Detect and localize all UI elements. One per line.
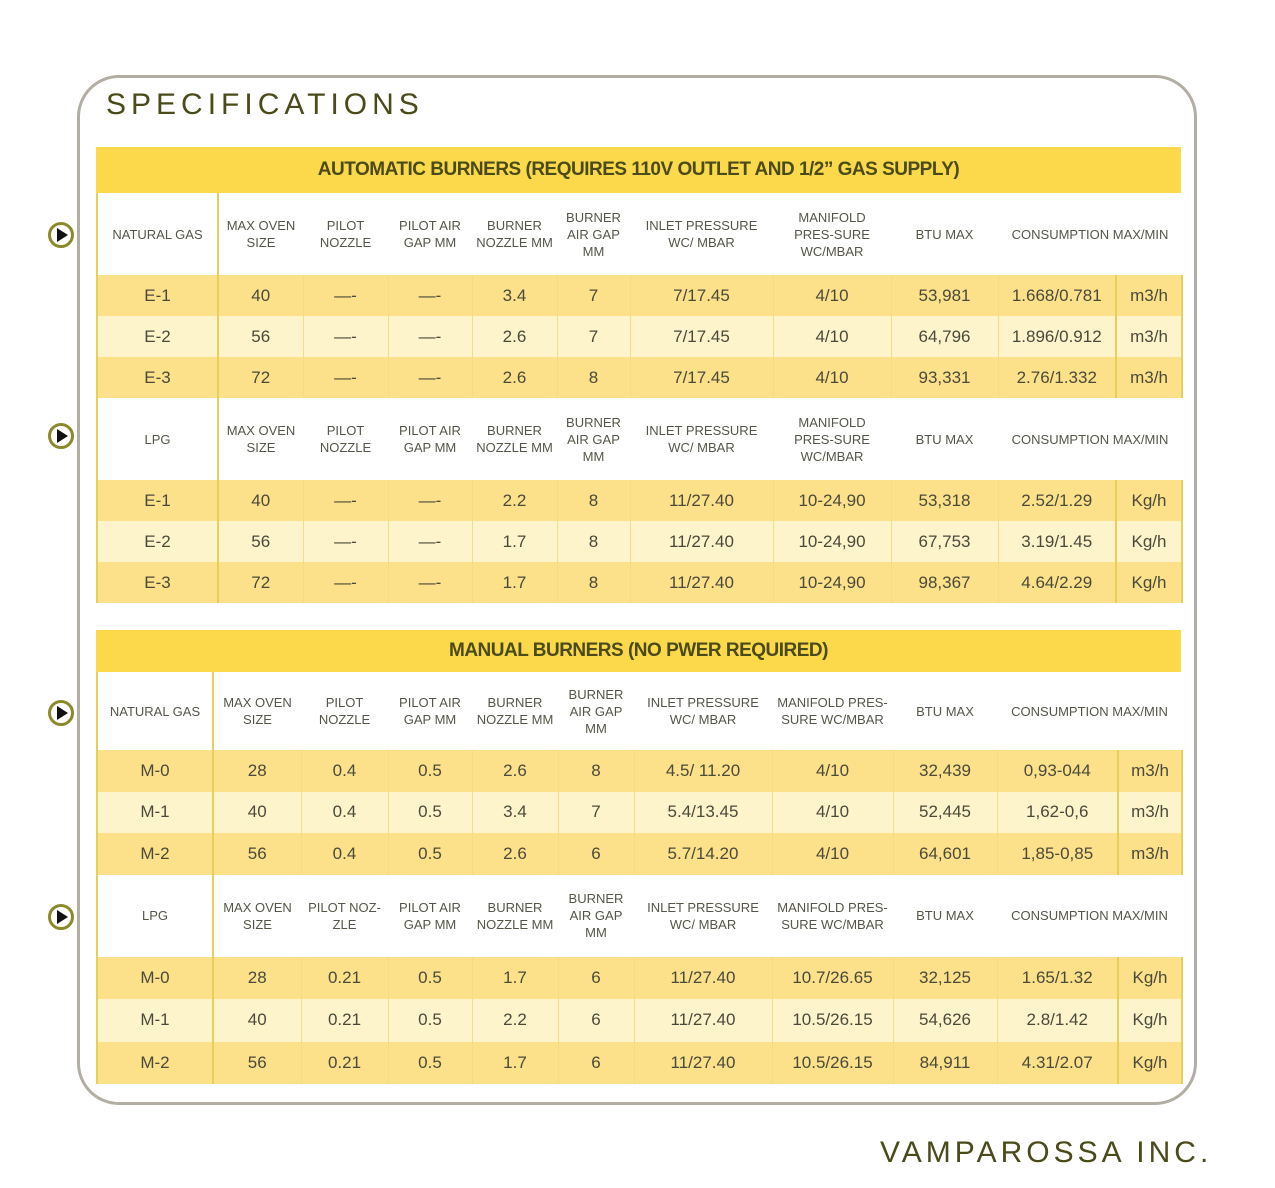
- table-cell: 2.2: [472, 999, 558, 1042]
- table-cell: 54,626: [893, 999, 997, 1042]
- model-cell: M-2: [97, 833, 213, 875]
- table-cell: 7/17.45: [630, 275, 773, 316]
- table-cell: 0.21: [301, 1042, 388, 1085]
- column-header: MAX OVEN SIZE: [213, 672, 301, 750]
- table-cell: 40: [218, 275, 303, 316]
- table-cell: 6: [558, 999, 634, 1042]
- header-row: [97, 672, 1182, 750]
- column-header: BURNER AIR GAP MM: [557, 193, 630, 275]
- table-cell: 7/17.45: [630, 357, 773, 398]
- column-header: BURNER NOZZLE MM: [472, 672, 558, 750]
- table-cell: 10-24,90: [773, 562, 891, 603]
- table-cell: 0.21: [301, 957, 388, 1000]
- column-header: INLET PRESSURE WC/ MBAR: [630, 398, 773, 480]
- table-cell: 11/27.40: [630, 562, 773, 603]
- play-icon[interactable]: [48, 904, 74, 930]
- column-header: INLET PRESSURE WC/ MBAR: [634, 875, 772, 957]
- table-cell: 1.7: [472, 521, 557, 562]
- table-row: [97, 833, 1182, 875]
- unit-cell: Kg/h: [1118, 1042, 1182, 1085]
- table-cell: 2.6: [472, 833, 558, 875]
- table-cell: 2.8/1.42: [997, 999, 1118, 1042]
- table-cell: 0.4: [301, 750, 388, 792]
- table-row: [97, 999, 1182, 1042]
- column-header: PILOT NOZZLE: [303, 398, 388, 480]
- table-cell: 53,318: [891, 480, 998, 521]
- table-cell: 11/27.40: [630, 480, 773, 521]
- table-cell: 2.2: [472, 480, 557, 521]
- header-row: [97, 398, 1182, 480]
- table-cell: 7: [557, 275, 630, 316]
- table-cell: 0.5: [388, 1042, 472, 1085]
- model-cell: M-0: [97, 957, 213, 1000]
- unit-cell: Kg/h: [1116, 480, 1182, 521]
- play-icon[interactable]: [48, 423, 74, 449]
- column-header: MAX OVEN SIZE: [213, 875, 301, 957]
- column-header: PILOT NOZ-ZLE: [301, 875, 388, 957]
- table-cell: 1,62-0,6: [997, 792, 1118, 834]
- table-cell: 0.5: [388, 999, 472, 1042]
- table-cell: 1.7: [472, 957, 558, 1000]
- column-header: PILOT AIR GAP MM: [388, 672, 472, 750]
- column-header: BURNER AIR GAP MM: [558, 672, 634, 750]
- header-row: [97, 193, 1182, 275]
- table-cell: 6: [558, 957, 634, 1000]
- table-cell: 5.4/13.45: [634, 792, 772, 834]
- table-cell: 10.5/26.15: [772, 1042, 893, 1085]
- table-cell: 4.31/2.07: [997, 1042, 1118, 1085]
- page-title: SPECIFICATIONS: [106, 88, 424, 121]
- table-cell: 32,439: [893, 750, 997, 792]
- model-cell: E-3: [97, 357, 218, 398]
- table-cell: 4.64/2.29: [998, 562, 1116, 603]
- unit-cell: Kg/h: [1116, 521, 1182, 562]
- table-cell: —-: [303, 316, 388, 357]
- table-cell: 7: [558, 792, 634, 834]
- unit-cell: Kg/h: [1118, 957, 1182, 1000]
- table-cell: —-: [303, 275, 388, 316]
- play-icon[interactable]: [48, 222, 74, 248]
- column-header: PILOT AIR GAP MM: [388, 398, 472, 480]
- table-cell: 8: [557, 562, 630, 603]
- unit-cell: m3/h: [1118, 750, 1182, 792]
- header-row: [97, 875, 1182, 957]
- table-cell: 28: [213, 957, 301, 1000]
- table-cell: 5.7/14.20: [634, 833, 772, 875]
- column-header: PILOT AIR GAP MM: [388, 193, 472, 275]
- gas-type-label: NATURAL GAS: [97, 672, 213, 750]
- column-header: MAX OVEN SIZE: [218, 193, 303, 275]
- column-header: MANIFOLD PRES-SURE WC/MBAR: [772, 875, 893, 957]
- table-cell: 11/27.40: [634, 1042, 772, 1085]
- table-cell: 0.5: [388, 833, 472, 875]
- table-cell: 2.6: [472, 357, 557, 398]
- unit-cell: Kg/h: [1116, 562, 1182, 603]
- automatic-burners-table: [96, 193, 1183, 603]
- table-cell: 0.4: [301, 833, 388, 875]
- table-cell: 4/10: [772, 792, 893, 834]
- column-header: INLET PRESSURE WC/ MBAR: [634, 672, 772, 750]
- table-cell: 11/27.40: [634, 957, 772, 1000]
- table-cell: 1.668/0.781: [998, 275, 1116, 316]
- table-cell: —-: [303, 357, 388, 398]
- table-cell: —-: [388, 316, 472, 357]
- table-cell: 8: [557, 521, 630, 562]
- table-cell: 3.19/1.45: [998, 521, 1116, 562]
- column-header: MANIFOLD PRES-SURE WC/MBAR: [773, 398, 891, 480]
- model-cell: E-1: [97, 275, 218, 316]
- table-cell: 8: [557, 357, 630, 398]
- table-cell: 4.5/ 11.20: [634, 750, 772, 792]
- unit-cell: m3/h: [1116, 275, 1182, 316]
- column-header: MANIFOLD PRES-SURE WC/MBAR: [772, 672, 893, 750]
- table-cell: —-: [388, 521, 472, 562]
- unit-cell: m3/h: [1116, 357, 1182, 398]
- table-cell: 56: [218, 316, 303, 357]
- gas-type-label: LPG: [97, 875, 213, 957]
- column-header: BURNER AIR GAP MM: [557, 398, 630, 480]
- column-header: PILOT NOZZLE: [301, 672, 388, 750]
- table-row: [97, 792, 1182, 834]
- model-cell: M-1: [97, 792, 213, 834]
- unit-cell: m3/h: [1118, 792, 1182, 834]
- table-cell: 0.5: [388, 957, 472, 1000]
- table-cell: 28: [213, 750, 301, 792]
- manual-burners-section: [96, 630, 1181, 1084]
- table-cell: 10-24,90: [773, 480, 891, 521]
- table-cell: 4/10: [773, 316, 891, 357]
- table-cell: 4/10: [772, 833, 893, 875]
- table-cell: 32,125: [893, 957, 997, 1000]
- table-cell: 1.7: [472, 1042, 558, 1085]
- column-header: PILOT NOZZLE: [303, 193, 388, 275]
- column-header: BURNER NOZZLE MM: [472, 398, 557, 480]
- column-header: PILOT AIR GAP MM: [388, 875, 472, 957]
- table-cell: 67,753: [891, 521, 998, 562]
- automatic-burners-title: AUTOMATIC BURNERS (REQUIRES 110V OUTLET AND 1/2” GAS SUPPLY): [96, 147, 1181, 193]
- table-row: [97, 480, 1182, 521]
- manual-burners-title: MANUAL BURNERS (NO PWER REQUIRED): [96, 630, 1181, 672]
- table-cell: —-: [303, 480, 388, 521]
- column-header: BTU MAX: [893, 875, 997, 957]
- column-header: MANIFOLD PRES-SURE WC/MBAR: [773, 193, 891, 275]
- table-cell: 11/27.40: [634, 999, 772, 1042]
- unit-cell: Kg/h: [1118, 999, 1182, 1042]
- table-cell: —-: [388, 562, 472, 603]
- table-cell: 8: [558, 750, 634, 792]
- table-cell: 6: [558, 833, 634, 875]
- table-cell: 0,93-044: [997, 750, 1118, 792]
- table-cell: —-: [388, 275, 472, 316]
- table-cell: 1.7: [472, 562, 557, 603]
- column-header: MAX OVEN SIZE: [218, 398, 303, 480]
- table-cell: 3.4: [472, 275, 557, 316]
- table-row: [97, 750, 1182, 792]
- model-cell: M-2: [97, 1042, 213, 1085]
- table-row: [97, 957, 1182, 1000]
- table-cell: —-: [303, 521, 388, 562]
- table-row: [97, 521, 1182, 562]
- table-cell: 98,367: [891, 562, 998, 603]
- table-cell: 52,445: [893, 792, 997, 834]
- table-cell: 2.6: [472, 750, 558, 792]
- table-cell: 4/10: [772, 750, 893, 792]
- model-cell: M-1: [97, 999, 213, 1042]
- table-cell: 10.7/26.65: [772, 957, 893, 1000]
- table-cell: 0.5: [388, 792, 472, 834]
- table-cell: 0.5: [388, 750, 472, 792]
- column-header: CONSUMPTION MAX/MIN: [998, 193, 1182, 275]
- table-cell: 11/27.40: [630, 521, 773, 562]
- table-cell: 3.4: [472, 792, 558, 834]
- table-cell: 8: [557, 480, 630, 521]
- table-cell: 53,981: [891, 275, 998, 316]
- column-header: BTU MAX: [891, 193, 998, 275]
- unit-cell: m3/h: [1118, 833, 1182, 875]
- gas-type-label: NATURAL GAS: [97, 193, 218, 275]
- table-cell: —-: [388, 480, 472, 521]
- table-cell: —-: [388, 357, 472, 398]
- table-cell: 10.5/26.15: [772, 999, 893, 1042]
- table-cell: 40: [213, 999, 301, 1042]
- column-header: CONSUMPTION MAX/MIN: [997, 875, 1182, 957]
- table-cell: 40: [218, 480, 303, 521]
- table-cell: 0.4: [301, 792, 388, 834]
- table-cell: 72: [218, 357, 303, 398]
- model-cell: E-3: [97, 562, 218, 603]
- brand-name: VAMPAROSSA INC.: [880, 1136, 1213, 1169]
- automatic-burners-section: [96, 147, 1181, 603]
- table-cell: 56: [213, 1042, 301, 1085]
- table-cell: 10-24,90: [773, 521, 891, 562]
- column-header: CONSUMPTION MAX/MIN: [998, 398, 1182, 480]
- table-row: [97, 562, 1182, 603]
- table-cell: 0.21: [301, 999, 388, 1042]
- table-cell: 2.76/1.332: [998, 357, 1116, 398]
- table-cell: 7/17.45: [630, 316, 773, 357]
- column-header: BURNER NOZZLE MM: [472, 875, 558, 957]
- column-header: BTU MAX: [891, 398, 998, 480]
- table-row: [97, 1042, 1182, 1085]
- table-cell: 93,331: [891, 357, 998, 398]
- table-cell: 40: [213, 792, 301, 834]
- gas-type-label: LPG: [97, 398, 218, 480]
- table-cell: 1.896/0.912: [998, 316, 1116, 357]
- table-cell: 6: [558, 1042, 634, 1085]
- table-cell: 64,796: [891, 316, 998, 357]
- unit-cell: m3/h: [1116, 316, 1182, 357]
- table-row: [97, 357, 1182, 398]
- table-row: [97, 275, 1182, 316]
- column-header: BURNER AIR GAP MM: [558, 875, 634, 957]
- model-cell: E-2: [97, 521, 218, 562]
- table-cell: 2.52/1.29: [998, 480, 1116, 521]
- table-cell: 7: [557, 316, 630, 357]
- table-cell: 84,911: [893, 1042, 997, 1085]
- model-cell: M-0: [97, 750, 213, 792]
- model-cell: E-2: [97, 316, 218, 357]
- table-cell: 2.6: [472, 316, 557, 357]
- column-header: BURNER NOZZLE MM: [472, 193, 557, 275]
- table-cell: 64,601: [893, 833, 997, 875]
- column-header: BTU MAX: [893, 672, 997, 750]
- table-row: [97, 316, 1182, 357]
- table-cell: 56: [218, 521, 303, 562]
- table-cell: 4/10: [773, 275, 891, 316]
- table-cell: 1.65/1.32: [997, 957, 1118, 1000]
- table-cell: —-: [303, 562, 388, 603]
- table-cell: 4/10: [773, 357, 891, 398]
- play-icon[interactable]: [48, 700, 74, 726]
- table-cell: 56: [213, 833, 301, 875]
- column-header: CONSUMPTION MAX/MIN: [997, 672, 1182, 750]
- table-cell: 1,85-0,85: [997, 833, 1118, 875]
- table-cell: 72: [218, 562, 303, 603]
- manual-burners-table: [96, 672, 1183, 1084]
- model-cell: E-1: [97, 480, 218, 521]
- column-header: INLET PRESSURE WC/ MBAR: [630, 193, 773, 275]
